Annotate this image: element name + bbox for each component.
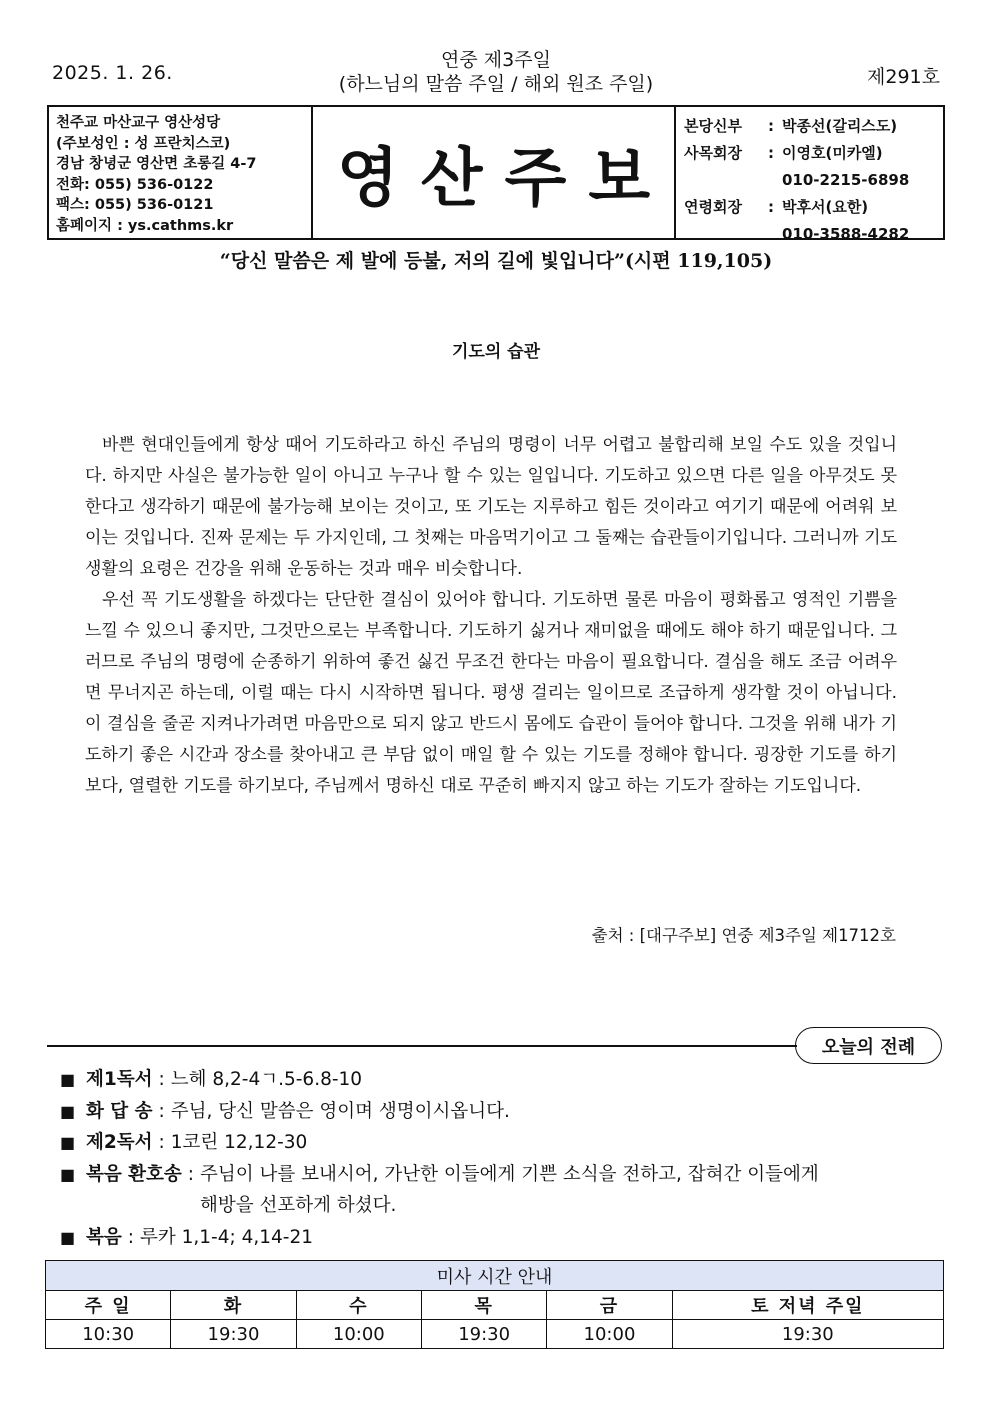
parish-info bbox=[49, 107, 313, 238]
square-bullet-icon: ■ bbox=[60, 1227, 76, 1247]
liturgy-value bbox=[200, 1159, 819, 1222]
time-cell: 10:30 bbox=[46, 1320, 171, 1349]
liturgy-label: 제1독서 bbox=[86, 1069, 153, 1090]
time-cell: 19:30 bbox=[421, 1320, 546, 1349]
day-cell: 토 저녁 주일 bbox=[672, 1291, 943, 1320]
liturgy-label: 제2독서 bbox=[86, 1132, 153, 1153]
mass-days-row bbox=[46, 1291, 944, 1320]
council-name: 이영호(미카엘) bbox=[782, 144, 883, 162]
liturgy-item-first-reading bbox=[60, 1064, 920, 1096]
liturgy-item-second-reading bbox=[60, 1127, 920, 1159]
liturgy-value: 1코린 12,12-30 bbox=[170, 1132, 308, 1153]
time-cell: 10:00 bbox=[547, 1320, 672, 1349]
council-row bbox=[684, 140, 943, 167]
time-cell: 19:30 bbox=[171, 1320, 296, 1349]
section-divider bbox=[47, 1045, 797, 1047]
week-title-line1: 연중 제3주일 bbox=[441, 49, 551, 71]
liturgy-list bbox=[60, 1064, 920, 1253]
parish-phone: 전화: 055) 536-0122 bbox=[56, 176, 214, 193]
mass-times-table bbox=[45, 1260, 944, 1349]
liturgy-item-gospel-acclamation bbox=[60, 1159, 920, 1222]
bulletin-title: 영산주보 bbox=[336, 140, 673, 216]
separator: : bbox=[127, 1226, 134, 1248]
separator: : bbox=[158, 1069, 165, 1090]
parish-fax: 팩스: 055) 536-0121 bbox=[56, 197, 214, 213]
separator: : bbox=[158, 1132, 165, 1153]
liturgy-label: 화 답 송 bbox=[86, 1100, 153, 1122]
square-bullet-icon: ■ bbox=[60, 1133, 76, 1152]
liturgy-value: 주님, 당신 말씀은 영이며 생명이시옵니다. bbox=[170, 1100, 510, 1122]
masthead bbox=[47, 105, 945, 243]
week-title-line2: (하느님의 말씀 주일 / 해외 원조 주일) bbox=[338, 73, 654, 95]
masthead-title-box bbox=[313, 107, 676, 238]
day-cell: 목 bbox=[421, 1291, 546, 1320]
elder-name: 박후서(요한) bbox=[782, 198, 869, 216]
separator: : bbox=[187, 1163, 195, 1185]
elder-phone: 010-3588-4282 bbox=[782, 225, 910, 243]
separator: : bbox=[158, 1100, 165, 1122]
staff-info bbox=[676, 107, 943, 243]
liturgy-item-gospel bbox=[60, 1222, 920, 1254]
liturgy-section-title: 오늘의 전례 bbox=[795, 1027, 942, 1064]
square-bullet-icon: ■ bbox=[60, 1101, 76, 1121]
elder-row bbox=[684, 194, 943, 221]
time-cell: 10:00 bbox=[296, 1320, 421, 1349]
pastor-name: 박종선(갈리스도) bbox=[782, 117, 898, 135]
day-cell: 화 bbox=[171, 1291, 296, 1320]
separator: : bbox=[768, 144, 774, 162]
article-paragraph: 우선 꼭 기도생활을 하겠다는 단단한 결심이 있어야 합니다. 기도하면 물론 마음이 평화롭고 영적인 기쁨을 느낄 수 있으니 좋지만, 그것만으로는 부족합니다. 기도하기 싫거나 재미없을 때에도 해야 하기 때문입니다. 그러므로 주님의 명령에 순종하기 위하여 좋건 싫건 무조건 한다는 마음이 필요합니다. 결심을 해도 조금 어려우면 무너지곤 하는데, 이럴 때는 다시 시작하면 됩니다. 평생 걸리는 일이므로 조급하게 생각할 것이 아닙니다. 이 결심을 줄곧 지켜나가려면 마음만으로 되지 않고 반드시 몸에도 습관이 들어야 합니다. 그것을 위해 내가 기도하기 좋은 시간과 장소를 찾아내고 큰 부담 없이 매일 할 수 있는 기도를 정해야 합니다. 굉장한 기도를 하기보다, 열렬한 기도를 하기보다, 주님께서 명하신 대로 꾸준히 빠지지 않고 하는 기도가 잘하는 기도입니다. bbox=[85, 590, 897, 796]
article-source: 출처 : [대구주보] 연중 제3주일 제1712호 bbox=[591, 926, 896, 945]
liturgy-value-line1: 주님이 나를 보내시어, 가난한 이들에게 기쁜 소식을 전하고, 잡혀간 이들에게 bbox=[200, 1163, 819, 1185]
liturgy-value: 루카 1,1-4; 4,14-21 bbox=[139, 1226, 313, 1248]
article-paragraph: 바쁜 현대인들에게 항상 때어 기도하라고 하신 주님의 명령이 너무 어렵고 불합리해 보일 수도 있을 것입니다. 하지만 사실은 불가능한 일이 아니고 누구나 할 수 있는 일입니다. 기도하고 있으면 다른 일을 아무것도 못 한다고 생각하기 때문에 불가능해 보이는 것이고, 또 기도는 지루하고 힘든 것이라고 여기기 때문에 어려워 보이는 것입니다. 진짜 문제는 두 가지인데, 그 첫째는 마음먹기이고 그 둘째는 습관들이기입니다. 그러니까 기도생활의 요령은 건강을 위해 운동하는 것과 매우 비슷합니다. bbox=[85, 435, 897, 579]
liturgy-label: 복음 bbox=[86, 1226, 122, 1248]
parish-address: 경남 창녕군 영산면 초롱길 4-7 bbox=[56, 156, 257, 172]
mass-times-title: 미사 시간 안내 bbox=[46, 1261, 944, 1291]
pastor-label: 본당신부 bbox=[684, 117, 742, 135]
separator: : bbox=[768, 198, 774, 216]
square-bullet-icon: ■ bbox=[60, 1070, 76, 1089]
time-cell: 19:30 bbox=[672, 1320, 943, 1349]
article-title: 기도의 습관 bbox=[451, 342, 541, 362]
pastor-row bbox=[684, 113, 943, 140]
liturgy-label: 복음 환호송 bbox=[86, 1163, 182, 1185]
liturgy-item-psalm bbox=[60, 1096, 920, 1128]
council-phone: 010-2215-6898 bbox=[782, 171, 910, 189]
day-cell: 수 bbox=[296, 1291, 421, 1320]
elder-label: 연령회장 bbox=[684, 198, 742, 216]
day-cell: 주 일 bbox=[46, 1291, 171, 1320]
council-label: 사목회장 bbox=[684, 144, 742, 162]
patron-saint: (주보성인 : 성 프란치스코) bbox=[56, 135, 231, 152]
scripture-verse: “당신 말씀은 제 발에 등불, 저의 길에 빛입니다”(시편 119,105) bbox=[219, 250, 773, 272]
square-bullet-icon: ■ bbox=[60, 1164, 76, 1184]
mass-times-row bbox=[46, 1320, 944, 1349]
issue-number: 제291호 bbox=[867, 66, 940, 88]
liturgy-value: 느헤 8,2-4ㄱ.5-6.8-10 bbox=[170, 1069, 363, 1090]
day-cell: 금 bbox=[547, 1291, 672, 1320]
bulletin-date: 2025. 1. 26. bbox=[52, 62, 173, 84]
parish-homepage: 홈페이지 : ys.cathms.kr bbox=[56, 217, 234, 234]
article-body bbox=[85, 430, 897, 802]
separator: : bbox=[768, 117, 774, 135]
parish-name: 천주교 마산교구 영산성당 bbox=[56, 115, 221, 131]
week-title bbox=[0, 48, 992, 96]
liturgy-value-line2: 해방을 선포하게 하셨다. bbox=[200, 1195, 397, 1216]
